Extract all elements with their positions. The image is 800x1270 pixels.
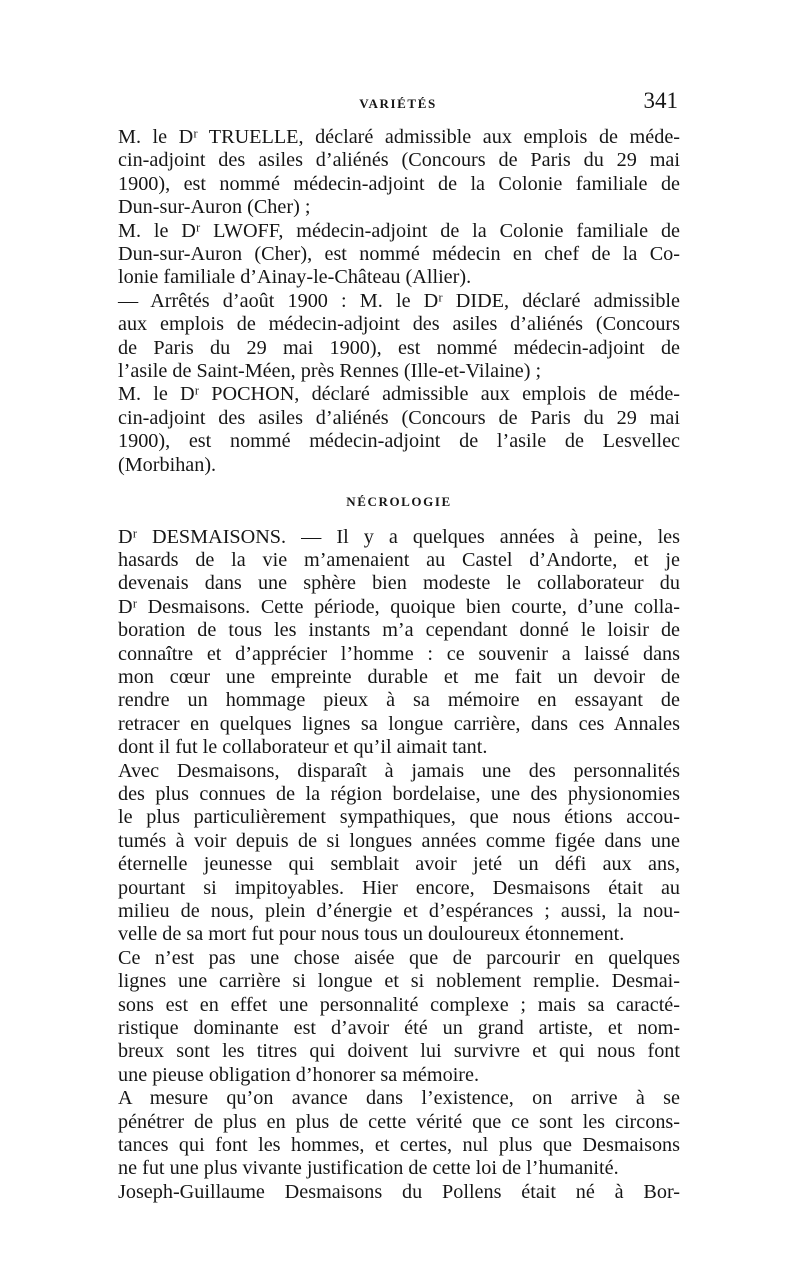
text-line: hasards de la vie m’amenaient au Castel d’Andorte, et je [118, 548, 680, 571]
text-line: M. le Dʳ POCHON, déclaré admissible aux emplois de méde- [118, 383, 680, 406]
text-line: tumés à voir depuis de si longues années comme figée dans une [118, 829, 680, 852]
text-line: aux emplois de médecin-adjoint des asiles d’aliénés (Concours [118, 313, 680, 336]
text-line: tances qui font les hommes, et certes, nul plus que Desmaisons [118, 1134, 680, 1157]
text-line: de Paris du 29 mai 1900), est nommé médecin-adjoint de [118, 336, 680, 359]
page-header [118, 88, 678, 118]
text-line: mon cœur une empreinte durable et me fait un devoir de [118, 665, 680, 688]
text-line: 1900), est nommé médecin-adjoint de la Colonie familiale de [118, 172, 680, 195]
text-line: M. le Dʳ LWOFF, médecin-adjoint de la Colonie familiale de [118, 219, 680, 242]
text-line: devenais dans une sphère bien modeste le collaborateur du [118, 572, 680, 595]
text-line: pénétrer de plus en plus de cette vérité que ce sont les circons- [118, 1110, 680, 1133]
text-line: boration de tous les instants m’a cependant donné le loisir de [118, 619, 680, 642]
text-line: Ce n’est pas une chose aisée que de parcourir en quelques [118, 946, 680, 969]
text-line: connaître et d’apprécier l’homme : ce souvenir a laissé dans [118, 642, 680, 665]
text-line: Joseph-Guillaume Desmaisons du Pollens était né à Bor- [118, 1180, 680, 1203]
text-line: Avec Desmaisons, disparaît à jamais une des personnalités [118, 759, 680, 782]
text-line: lignes une carrière si longue et si noblement remplie. Desmai- [118, 970, 680, 993]
text-line: — Arrêtés d’août 1900 : M. le Dʳ DIDE, déclaré admissible [118, 289, 680, 312]
text-line: Dun-sur-Auron (Cher), est nommé médecin en chef de la Co- [118, 243, 680, 266]
page-number: 341 [643, 88, 678, 113]
text-line: 1900), est nommé médecin-adjoint de l’asile de Lesvellec [118, 430, 680, 453]
text-line: le plus particulièrement sympathiques, que nous étions accou- [118, 806, 680, 829]
text-line: Dun-sur-Auron (Cher) ; [118, 196, 311, 219]
text-line: velle de sa mort fut pour nous tous un douloureux étonnement. [118, 923, 625, 946]
text-line: Dʳ DESMAISONS. — Il y a quelques années à peine, les [118, 525, 680, 548]
text-line: pourtant si impitoyables. Hier encore, Desmaisons était au [118, 876, 680, 899]
text-line: sons est en effet une personnalité complexe ; mais sa caracté- [118, 993, 680, 1016]
text-line: l’asile de Saint-Méen, près Rennes (Ille-et-Vilaine) ; [118, 360, 542, 383]
text-line: retracer en quelques lignes sa longue carrière, dans ces Annales [118, 712, 680, 735]
text-line: Dʳ Desmaisons. Cette période, quoique bien courte, d’une colla- [118, 595, 680, 618]
text-line: A mesure qu’on avance dans l’existence, on arrive à se [118, 1087, 680, 1110]
body-text [118, 126, 680, 1204]
text-line: cin-adjoint des asiles d’aliénés (Concours de Paris du 29 mai [118, 406, 680, 429]
text-line: des plus connues de la région bordelaise, une des physionomies [118, 782, 680, 805]
section-title: NÉCROLOGIE [346, 494, 452, 510]
text-line: une pieuse obligation d’honorer sa mémoire. [118, 1063, 480, 1086]
text-line: ne fut une plus vivante justification de cette loi de l’humanité. [118, 1157, 619, 1180]
text-line: lonie familiale d’Ainay-le-Château (Allier). [118, 266, 472, 289]
text-line: breux sont les titres qui doivent lui survivre et qui nous font [118, 1040, 680, 1063]
running-title: VARIÉTÉS [359, 96, 437, 111]
text-line: rendre un hommage pieux à sa mémoire en essayant de [118, 689, 680, 712]
text-line: M. le Dʳ TRUELLE, déclaré admissible aux emplois de méde- [118, 126, 680, 148]
text-line: éternelle jeunesse qui semblait avoir jeté un défi aux ans, [118, 853, 680, 876]
text-line: cin-adjoint des asiles d’aliénés (Concours de Paris du 29 mai [118, 149, 680, 172]
appointments-section [118, 126, 680, 477]
text-line: dont il fut le collaborateur et qu’il aimait tant. [118, 736, 488, 759]
necrology-section [118, 526, 680, 1205]
text-line: (Morbihan). [118, 453, 217, 476]
text-line: ristique dominante est d’avoir été un grand artiste, et nom- [118, 1017, 680, 1040]
text-line: milieu de nous, plein d’énergie et d’espérances ; aussi, la nou- [118, 900, 680, 922]
